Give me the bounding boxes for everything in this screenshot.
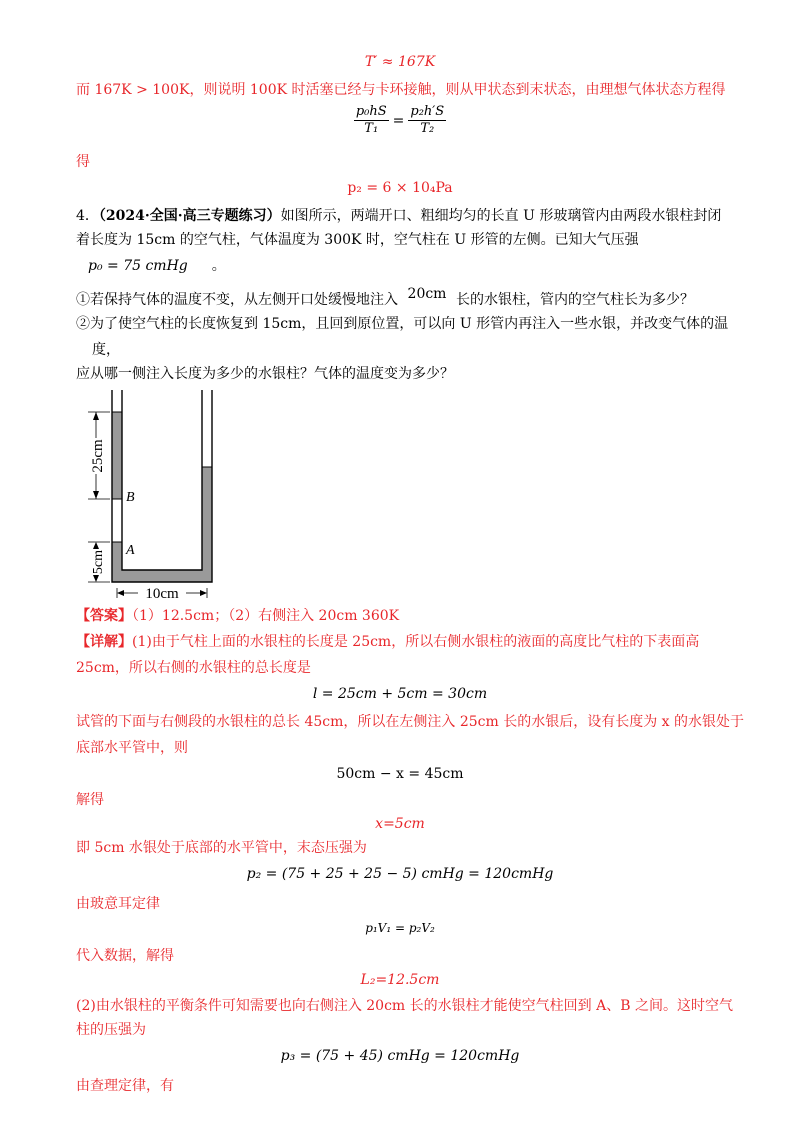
answer-tag: 【答案】: [76, 608, 132, 624]
p0-end: 。: [211, 258, 226, 274]
substitute-data: 代入数据，解得: [76, 948, 174, 964]
dim-5-arrow-down: [93, 575, 99, 582]
fraction-left: [354, 104, 389, 137]
dim-10-arrow-left: [117, 590, 124, 596]
equals-sign: =: [392, 112, 405, 129]
question-source: （2024·全国·高三专题练习）: [98, 208, 281, 224]
question-number: 4．: [76, 208, 99, 224]
dim-25-arrow-up: [93, 412, 99, 420]
answer-text: （1）12.5cm；（2）右侧注入 20cm 360K: [132, 608, 400, 624]
label-10cm: 10cm: [145, 586, 179, 600]
answer-line: [76, 606, 399, 626]
q1-text-a: ①若保持气体的温度不变，从左侧开口处缓慢地注入: [76, 292, 398, 308]
l2-result: L₂=12.5cm: [360, 972, 440, 988]
equation-5: p₃ = (75 + 45) cmHg = 120cmHg: [280, 1048, 520, 1064]
equation-4: p₁V₁ = p₂V₂: [365, 921, 435, 935]
fraction-right: [408, 104, 446, 137]
detail-p2a: 试管的下面与右侧段的水银柱的总长 45cm，所以在左侧注入 25cm 长的水银后，设有长度为 x 的水银处于: [76, 714, 745, 730]
detail-p3: 即 5cm 水银处于底部的水平管中，末态压强为: [76, 840, 367, 856]
fraction-left-denominator: T₁: [364, 121, 379, 136]
q1-text-b: 长的水银柱，管内的空气柱长为多少？: [456, 292, 694, 308]
u-tube-figure: [84, 390, 224, 600]
x-result: x=5cm: [375, 816, 425, 832]
fraction-right-numerator: p₂h′S: [410, 104, 445, 119]
p2-result: p₂ = 6 × 10₄Pa: [347, 180, 453, 196]
question-part-2-b: 度，: [92, 342, 120, 358]
fraction-right-denominator: T₂: [420, 121, 435, 136]
t-prime-result: T′ ≈ 167K: [364, 54, 436, 70]
mercury-bottom: [112, 570, 212, 582]
p0-line: [88, 256, 226, 276]
fraction-left-numerator: p₀hS: [355, 104, 387, 119]
detail-p1b: 25cm，所以右侧的水银柱的总长度是: [76, 660, 311, 676]
equation-3: p₂ = (75 + 25 + 25 − 5) cmHg = 120cmHg: [246, 866, 554, 882]
p0-value: p₀ = 75 cmHg: [88, 258, 188, 274]
boyle-law: 由玻意耳定律: [76, 896, 160, 912]
label-25cm: 25cm: [90, 439, 106, 473]
label-a: A: [126, 543, 135, 558]
detail-line-1: [76, 632, 699, 652]
jiede-1: 解得: [76, 792, 104, 808]
question-line-1: [76, 206, 721, 226]
question-part-2-c: 应从哪一侧注入长度为多少的水银柱？气体的温度变为多少？: [76, 366, 454, 382]
dim-5-arrow-up: [93, 542, 99, 549]
mercury-right: [202, 467, 212, 582]
charles-law: 由查理定律，有: [76, 1078, 174, 1094]
gas-state-equation: [0, 104, 800, 137]
detail-tag: 【详解】: [76, 634, 132, 650]
mercury-column-b: [112, 412, 122, 499]
label-b: B: [126, 490, 135, 505]
equation-1: l = 25cm + 5cm = 30cm: [312, 686, 488, 702]
question-part-2-a: ②为了使空气柱的长度恢复到 15cm，且回到原位置，可以向 U 形管内再注入一些水银，并改变气体的温: [76, 316, 729, 332]
detail-p4a: (2)由水银柱的平衡条件可知需要也向右侧注入 20cm 长的水银柱才能使空气柱回到 A、B 之间。这时空气: [76, 998, 733, 1014]
de-text: 得: [76, 154, 90, 170]
label-5cm: 5cm: [91, 549, 106, 575]
dim-10-arrow-right: [200, 590, 207, 596]
question-text-2: 着长度为 15cm 的空气柱，气体温度为 300K 时，空气柱在 U 形管的左侧。已知大气压强: [76, 232, 639, 248]
question-text-1: 如图所示，两端开口、粗细均匀的长直 U 形玻璃管内由两段水银柱封闭: [280, 208, 722, 224]
detail-p4b: 柱的压强为: [76, 1022, 146, 1038]
compare-text: 而 167K > 100K，则说明 100K 时活塞已经与卡环接触，则从甲状态到末状态，由理想气体状态方程得: [76, 82, 726, 98]
q1-value: 20cm: [407, 286, 447, 302]
detail-p1a: (1)由于气柱上面的水银柱的长度是 25cm，所以右侧水银柱的液面的高度比气柱的下表面高: [132, 634, 700, 650]
detail-p2b: 底部水平管中，则: [76, 740, 188, 756]
equation-2: 50cm − x = 45cm: [336, 766, 464, 782]
question-part-1: [76, 286, 694, 310]
dim-25-arrow-down: [93, 491, 99, 499]
